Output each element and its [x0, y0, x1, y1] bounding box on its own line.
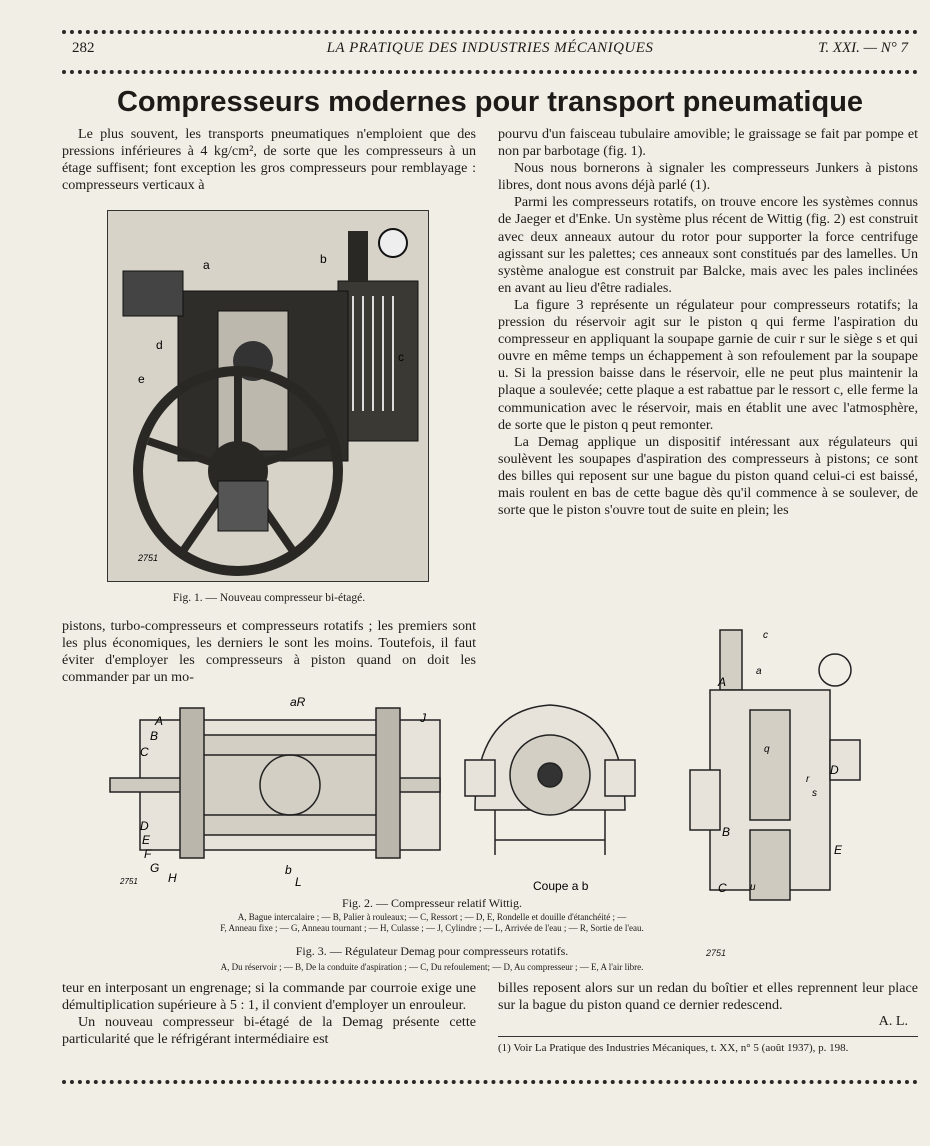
journal-title: LA PRATIQUE DES INDUSTRIES MÉCANIQUES	[326, 40, 654, 56]
author-signature: A. L.	[878, 1013, 908, 1029]
fig3-number: 2751	[706, 948, 727, 958]
page-number: 282	[72, 40, 95, 56]
fig3-label: E	[834, 843, 843, 857]
fig2-label: D	[140, 819, 149, 833]
footnote: (1) Voir La Pratique des Industries Mécaniques, t. XX, n° 5 (août 1937), p. 198.	[498, 1036, 918, 1055]
paragraph: pistons, turbo-compresseurs et compresseurs rotatifs ; les premiers sont les plus économiques, les derniers le sont les moins. Toutefois, il faut éviter d'employer les compresseurs à piston quand on doit les commander par un mo-	[62, 618, 476, 686]
fig1-label: d	[156, 338, 163, 352]
fig1-label: c	[398, 350, 404, 364]
volume-number: T. XXI. — N° 7	[818, 40, 908, 56]
fig3-label: s	[812, 788, 817, 799]
paragraph: billes reposent alors sur un redan du boîtier et elles reprennent leur place sur la bague du piston quand ce dernier redescend.	[498, 980, 918, 1014]
column-1-top	[62, 126, 476, 194]
technical-drawings	[100, 610, 918, 910]
legend-line: A, Bague intercalaire ; — B, Palier à rouleaux; — C, Ressort ; — D, E, Rondelle et douille d'étanchéité ; —	[237, 912, 627, 922]
fig3-label: C	[718, 881, 727, 895]
fig2-label: C	[140, 745, 149, 759]
paragraph: Un nouveau compresseur bi-étagé de la Demag présente cette particularité que le réfrigérant intermédiaire est	[62, 1014, 476, 1048]
fig3-label: c	[763, 630, 768, 641]
paragraph: La Demag applique un dispositif intéressant aux régulateurs qui soulèvent les soupapes d'aspiration des compresseurs à pistons; ce sont des billes qui reposent sur une bague du piston quand celui-ci est baissé, mais roulent en bas de cette bague dès qu'il commence à se soulever, de sorte que le piston s'ouvre tout de suite en plein; les	[498, 433, 918, 519]
fig1-label: b	[320, 252, 327, 266]
fig3-label: a	[756, 666, 762, 677]
figure-2-caption: Fig. 2. — Compresseur relatif Wittig.	[342, 896, 522, 910]
figure-3-caption: Fig. 3. — Régulateur Demag pour compresseurs rotatifs.	[295, 944, 569, 958]
fig2-label: B	[150, 729, 159, 743]
paragraph: Nous nous bornerons à signaler les compresseurs Junkers à pistons libres, dont nous avons déjà parlé (1).	[498, 160, 918, 194]
fig3-label: q	[764, 744, 770, 755]
fig3-label: A	[718, 675, 727, 689]
coupe-label: Coupe a b	[533, 879, 589, 893]
paragraph: pourvu d'un faisceau tubulaire amovible; le graissage se fait par pompe et non par barbotage (fig. 1).	[498, 126, 918, 160]
fig2-section	[110, 708, 440, 858]
column-2-top	[498, 126, 918, 519]
figures-2-3	[100, 610, 918, 910]
fig3-label: u	[750, 882, 756, 893]
fig2-cross-section	[465, 705, 635, 855]
fig2-label: aR	[290, 695, 306, 709]
running-header	[62, 40, 918, 62]
paragraph: teur en interposant un engrenage; si la commande par courroie exige une démultiplication supérieure à 5 : 1, il convient d'employer un enrouleur.	[62, 980, 476, 1014]
figure-3-legend: A, Du réservoir ; — B, De la conduite d'aspiration ; — C, Du refoulement; — D, Au compresseur ; — E, A l'air libre.	[220, 962, 644, 972]
fig3-label: B	[722, 825, 731, 839]
column-1-bottom	[62, 980, 476, 1048]
fig2-label: G	[150, 861, 160, 875]
header-rule	[62, 70, 918, 74]
fig2-label: F	[144, 847, 152, 861]
compressor-illustration	[108, 211, 428, 581]
figure-1	[107, 210, 429, 582]
bottom-rule	[62, 1080, 918, 1084]
column-2-bottom	[498, 980, 918, 1014]
paragraph: Parmi les compresseurs rotatifs, on trouve encore les systèmes connus de Jaeger et d'Enke. Un système plus récent de Wittig (fig. 2) est construit avec deux anneaux autour du rotor pour supporter la force centrifuge agissant sur les palettes; ces anneaux sont constitués par des lamelles. Un système analogue est construit par Balcke, mais avec les pales inclinées en avant au lieu d'être radiales.	[498, 194, 918, 296]
legend-line: F, Anneau fixe ; — G, Anneau tournant ; — H, Culasse ; — J, Cylindre ; — L, Arrivée de l'eau ; — R, Sortie de l'eau.	[220, 923, 644, 933]
figure-2-legend	[62, 912, 802, 934]
article-title: Compresseurs modernes pour transport pneumatique	[116, 86, 864, 118]
fig2-label: L	[295, 875, 302, 889]
fig2-label: H	[168, 871, 177, 885]
top-rule	[62, 30, 918, 34]
fig3-label: r	[806, 774, 810, 785]
paragraph: Le plus souvent, les transports pneumatiques n'emploient que des pressions inférieures à 4 kg/cm², de sorte que les compresseurs à un étage suffisent; font exception les gros compresseurs pour remblayage : compresseurs verticaux à	[62, 126, 476, 194]
fig3-label: D	[830, 763, 839, 777]
fig1-number: 2751	[138, 553, 159, 563]
fig2-label: J	[420, 711, 426, 725]
fig2-label: A	[155, 714, 164, 728]
fig2-label: E	[142, 833, 151, 847]
fig1-label: a	[203, 258, 210, 272]
fig1-label: e	[138, 372, 145, 386]
fig2-label: b	[285, 863, 292, 877]
paragraph: La figure 3 représente un régulateur pour compresseurs rotatifs; la pression du réservoir agit sur le piston q qui ferme l'aspiration du compresseur en appliquant la soupape garnie de cuir r sur le siège s et qui ouvre en même temps un échappement à son refoulement par la soupape u. Si la pression baisse dans le réservoir, elle ne peut plus maintenir la plaque a soulevée; cette plaque a est rabattue par le ressort c, elle ferme la communication avec le réservoir, mais en établit une avec l'atmosphère, de sorte que le piston q peut remonter.	[498, 296, 918, 433]
figure-1-caption: Fig. 1. — Nouveau compresseur bi-étagé.	[172, 592, 366, 604]
fig2-number: 2751	[120, 877, 138, 886]
